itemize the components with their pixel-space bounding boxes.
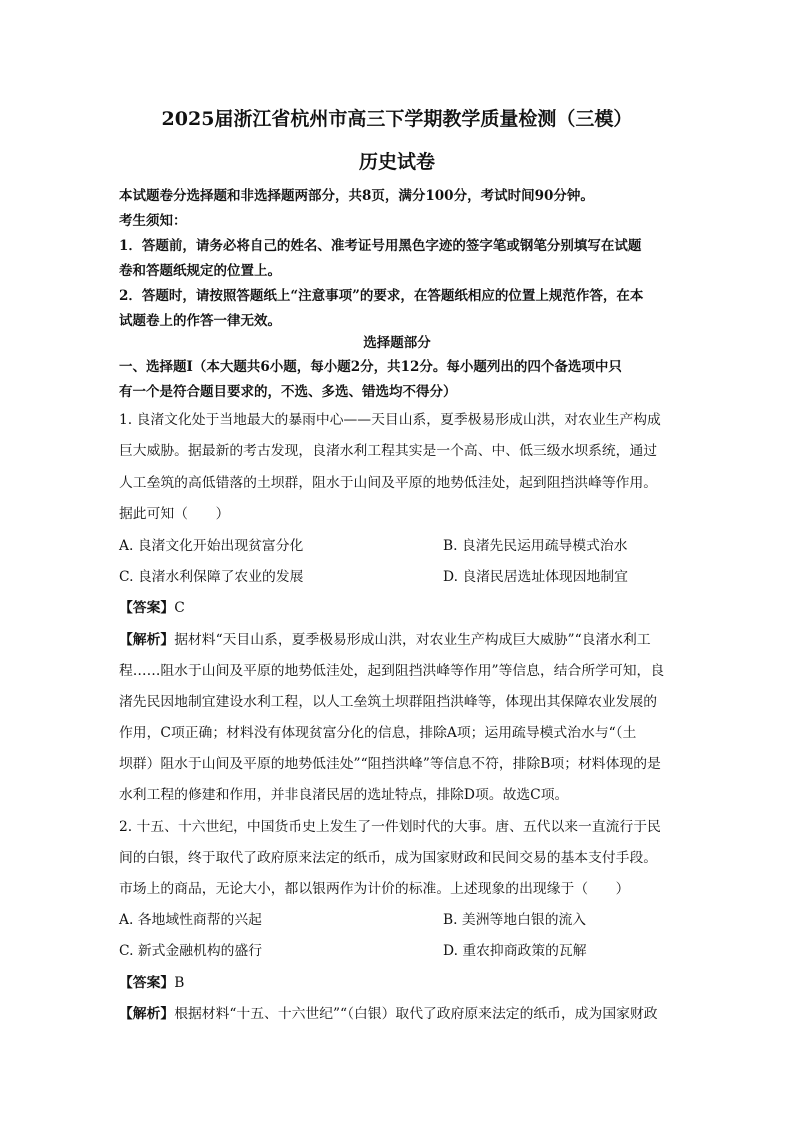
q1-stem-line: 1. 良渚文化处于当地最大的暴雨中心——天目山系，夏季极易形成山洪，对农业生产构成 bbox=[119, 412, 661, 428]
q1-analysis-line bbox=[119, 628, 651, 648]
q1-option-c: C. 良渚水利保障了农业的发展 bbox=[119, 569, 304, 585]
analysis-label: 【解析】 bbox=[119, 632, 175, 648]
q1-analysis-line: 坝群）阻水于山间及平原的地势低洼处”“阻挡洪峰”等信息不符，排除B项；材料体现的是 bbox=[119, 756, 661, 772]
q1-option-b: B. 良渚先民运用疏导模式治水 bbox=[443, 538, 628, 554]
analysis-text: 根据材料“十五、十六世纪”“（白银）取代了政府原来法定的纸币，成为国家财政 bbox=[174, 1006, 658, 1022]
q2-option-c: C. 新式金融机构的盛行 bbox=[119, 943, 263, 959]
q1-analysis-line: 作用，C项正确；材料没有体现贫富分化的信息，排除A项；运用疏导模式治水与“（土 bbox=[119, 725, 637, 741]
q1-option-d: D. 良渚民居选址体现因地制宜 bbox=[443, 569, 628, 585]
q2-option-d: D. 重农抑商政策的瓦解 bbox=[443, 943, 587, 959]
exam-title: 2025届浙江省杭州市高三下学期教学质量检测（三模） bbox=[161, 108, 633, 130]
answer-label: 【答案】 bbox=[119, 600, 175, 616]
q1-answer bbox=[119, 596, 185, 616]
notice-heading: 考生须知： bbox=[119, 213, 187, 229]
notice-item-1: 1．答题前，请务必将自己的姓名、准考证号用黑色字迹的签字笔或钢笔分别填写在试题 bbox=[119, 238, 642, 254]
notice-item-2: 2．答题时，请按照答题纸上“注意事项”的要求，在答题纸相应的位置上规范作答，在本 bbox=[119, 288, 644, 304]
notice-item-2-cont: 试题卷上的作答一律无效。 bbox=[119, 313, 281, 329]
answer-label: 【答案】 bbox=[119, 975, 175, 991]
q1-stem-line: 据此可知（ ） bbox=[119, 506, 230, 522]
notice-item-1-cont: 卷和答题纸规定的位置上。 bbox=[119, 263, 281, 279]
section-title: 选择题部分 bbox=[363, 335, 431, 351]
q1-stem-line: 巨大威胁。据最新的考古发现，良渚水利工程其实是一个高、中、低三级水坝系统，通过 bbox=[119, 443, 658, 459]
q2-stem-line: 间的白银，终于取代了政府原来法定的纸币，成为国家财政和民间交易的基本支付手段。 bbox=[119, 850, 658, 866]
answer-value: C bbox=[174, 600, 185, 616]
answer-value: B bbox=[174, 975, 185, 991]
q1-option-a: A. 良渚文化开始出现贫富分化 bbox=[119, 538, 304, 554]
q1-analysis-line: 程……阻水于山间及平原的地势低洼处，起到阻挡洪峰等作用”等信息，结合所学可知，良 bbox=[119, 663, 665, 679]
analysis-text: 据材料“天目山系，夏季极易形成山洪，对农业生产构成巨大威胁”“良渚水利工 bbox=[174, 632, 651, 648]
q2-analysis-line bbox=[119, 1002, 658, 1022]
q2-answer bbox=[119, 971, 184, 991]
analysis-label: 【解析】 bbox=[119, 1006, 175, 1022]
q2-stem-line: 2. 十五、十六世纪，中国货币史上发生了一件划时代的大事。唐、五代以来一直流行于民 bbox=[119, 819, 661, 835]
section-heading: 一、选择题Ⅰ（本大题共6小题，每小题2分，共12分。每小题列出的四个备选项中只 bbox=[119, 359, 622, 375]
q1-stem-line: 人工垒筑的高低错落的土坝群，阻水于山间及平原的地势低洼处，起到阻挡洪峰等作用。 bbox=[119, 475, 658, 491]
q2-stem-line: 市场上的商品，无论大小，都以银两作为计价的标准。上述现象的出现缘于（ ） bbox=[119, 881, 630, 897]
intro-line: 本试题卷分选择题和非选择题两部分，共8页，满分100分，考试时间90分钟。 bbox=[119, 188, 594, 204]
q1-analysis-line: 渚先民因地制宜建设水利工程，以人工垒筑土坝群阻挡洪峰等，体现出其保障农业发展的 bbox=[119, 694, 658, 710]
q2-option-b: B. 美洲等地白银的流入 bbox=[443, 912, 587, 928]
q2-option-a: A. 各地域性商帮的兴起 bbox=[119, 912, 262, 928]
section-heading-cont: 有一个是符合题目要求的，不选、多选、错选均不得分） bbox=[119, 384, 457, 400]
q1-analysis-line: 水利工程的修建和作用，并非良渚民居的选址特点，排除D项。故选C项。 bbox=[119, 787, 569, 803]
exam-subject: 历史试卷 bbox=[358, 151, 435, 173]
